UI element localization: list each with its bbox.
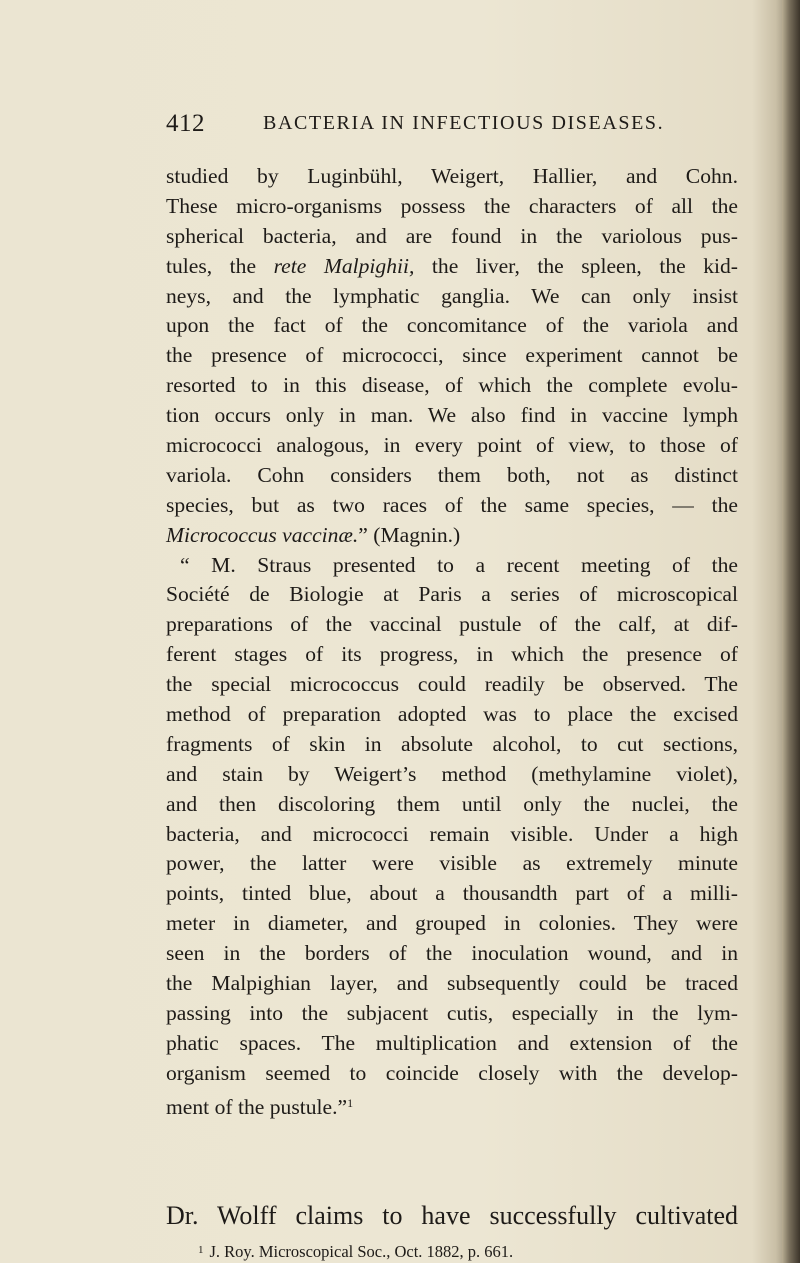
text-line: resorted to in this disease, of which the complete evolu- [166, 373, 738, 398]
footnote [198, 1240, 513, 1262]
running-title: BACTERIA IN INFECTIOUS DISEASES. [263, 112, 665, 134]
text-line: neys, and the lymphatic ganglia. We can only insist [166, 283, 738, 308]
text-line: the Malpighian layer, and subsequently could be traced [166, 971, 738, 996]
text-line: organism seemed to coincide closely with the develop- [166, 1060, 738, 1085]
text-line: ferent stages of its progress, in which the presence of [166, 642, 738, 667]
text-line: the presence of micrococci, since experiment cannot be [166, 343, 738, 368]
text-line: and stain by Weigert’s method (methylamine violet), [166, 761, 738, 786]
text-line [166, 1089, 738, 1119]
page-number: 412 [166, 110, 205, 137]
text-line: power, the latter were visible as extremely minute [166, 851, 738, 876]
text-line [166, 252, 738, 282]
italic-term: Micrococcus vaccinæ. [166, 522, 359, 547]
text-line: passing into the subjacent cutis, especially in the lym- [166, 1000, 738, 1025]
italic-term: rete Malpighii, [273, 253, 415, 278]
text-line: and then discoloring them until only the nuclei, the [166, 791, 738, 816]
text-span: ment of the pustule.” [166, 1094, 348, 1119]
page-header [166, 110, 726, 140]
footnote-marker: 1 [198, 1244, 204, 1256]
text-line: seen in the borders of the inoculation wound, and in [166, 941, 738, 966]
body-text [166, 162, 738, 1119]
text-span: ” (Magnin.) [358, 522, 461, 547]
text-line: meter in diameter, and grouped in colonies. They were [166, 911, 738, 936]
text-line: the special micrococcus could readily be observed. The [166, 672, 738, 697]
text-line: spherical bacteria, and are found in the variolous pus- [166, 223, 738, 248]
text-line: method of preparation adopted was to place the excised [166, 702, 738, 727]
text-line: These micro-organisms possess the characters of all the [166, 193, 738, 218]
text-line [166, 521, 738, 551]
text-line: micrococci analogous, in every point of view, to those of [166, 433, 738, 458]
text-line: Société de Biologie at Paris a series of microscopical [166, 582, 738, 607]
text-line: points, tinted blue, about a thousandth part of a milli- [166, 881, 738, 906]
text-line: “ M. Straus presented to a recent meeting of the [180, 552, 738, 577]
text-span: the liver, the spleen, the kid- [414, 253, 738, 278]
text-line: variola. Cohn considers them both, not as distinct [166, 462, 738, 487]
text-span: tules, the [166, 253, 274, 278]
footnote-reference[interactable]: 1 [347, 1095, 354, 1110]
next-paragraph: Dr. Wolff claims to have successfully cultivated [166, 1201, 738, 1230]
page-edge [782, 0, 800, 1263]
text-line: bacteria, and micrococci remain visible. Under a high [166, 821, 738, 846]
text-line: species, but as two races of the same species, — the [166, 492, 738, 517]
text-line: fragments of skin in absolute alcohol, to cut sections, [166, 731, 738, 756]
text-line: preparations of the vaccinal pustule of the calf, at dif- [166, 612, 738, 637]
footnote-text: J. Roy. Microscopical Soc., Oct. 1882, p. 661. [209, 1242, 514, 1261]
text-line: studied by Luginbühl, Weigert, Hallier, and Cohn. [166, 164, 738, 188]
text-line: upon the fact of the concomitance of the variola and [166, 313, 738, 338]
text-line: phatic spaces. The multiplication and extension of the [166, 1030, 738, 1055]
text-line: tion occurs only in man. We also find in vaccine lymph [166, 403, 738, 428]
